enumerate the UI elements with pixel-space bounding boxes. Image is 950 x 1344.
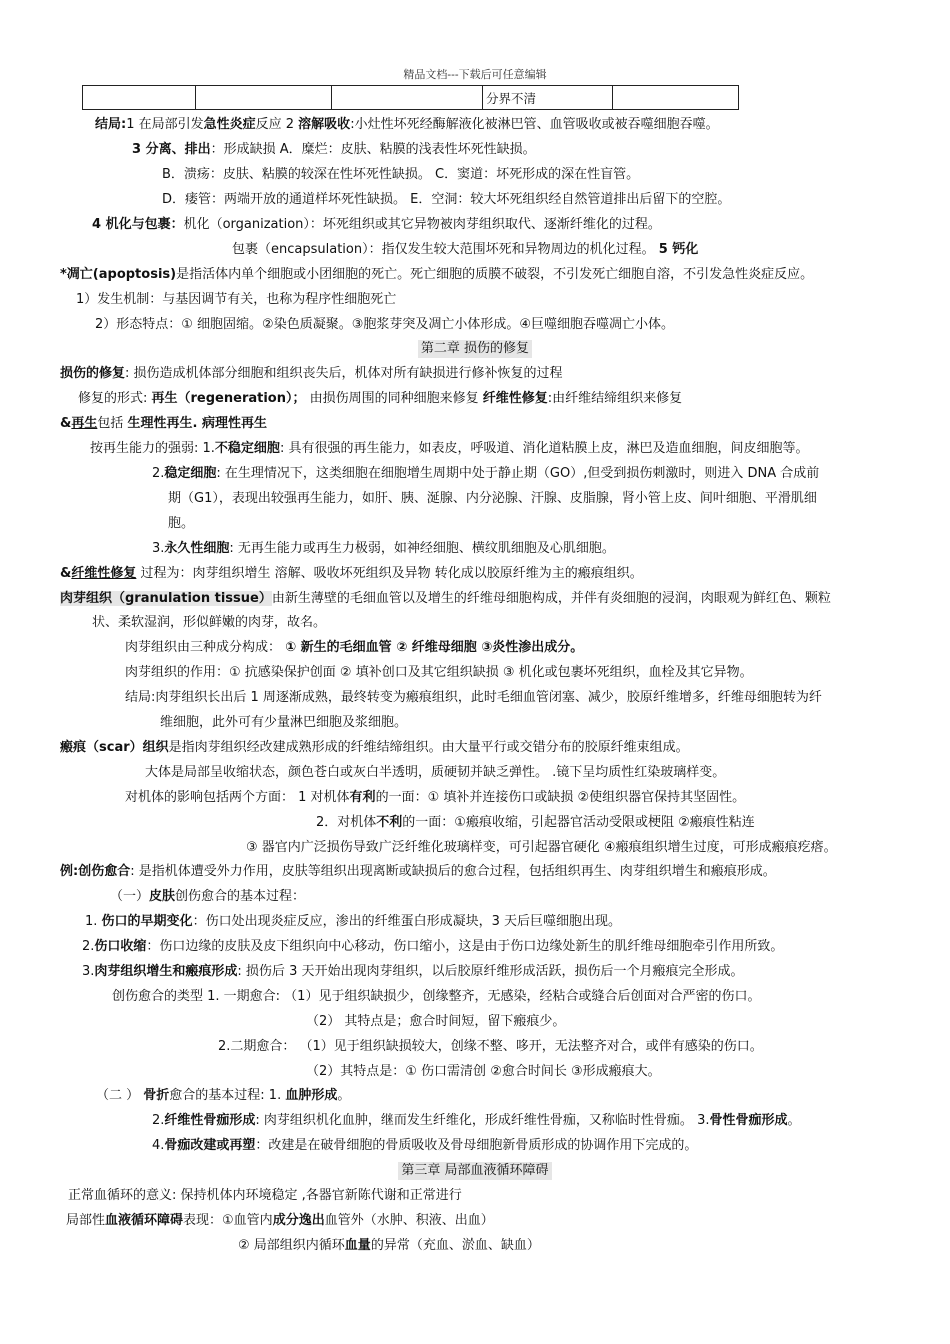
text-line: [92, 614, 326, 632]
table-cell: [613, 86, 739, 110]
text-run: 损伤的修复: [60, 366, 126, 381]
text-run: 表现：①血管内: [183, 1213, 273, 1228]
text-line: [125, 789, 745, 807]
text-run: 第二章 损伤的修复: [418, 340, 532, 358]
text-line: [125, 639, 583, 657]
text-run: 成分逸出: [272, 1213, 325, 1228]
text-run: ① 新生的毛细血管 ② 纤维母细胞 ③炎性渗出成分。: [285, 640, 584, 655]
text-run: &: [60, 416, 72, 431]
text-run: 4 机化与包裹：: [92, 217, 184, 232]
text-run: 有利: [349, 790, 376, 805]
text-run: 皮肤: [149, 889, 176, 904]
text-run: 是指肉芽组织经改建成熟形成的纤维结缔组织。由大量平行或交错分布的胶原纤维束组成。: [168, 740, 689, 755]
text-run: 期（G1），表现出较强再生能力，如肝、胰、涎腺、内分泌腺、汗腺、皮脂腺，肾小管上皮、间叶细胞、平滑肌细: [168, 491, 817, 506]
table-cell: [83, 86, 196, 110]
text-run: : 在生理情况下，这类细胞在细胞增生周期中处于静止期（GO）,但受到损伤刺激时，则进入 DNA 合成前: [216, 466, 820, 481]
text-run: 第三章 局部血液循环障碍: [398, 1162, 551, 1180]
text-run: 5 钙化: [658, 242, 699, 257]
text-run: 2.: [152, 1113, 165, 1128]
text-run: 血液循环障碍: [105, 1213, 184, 1228]
text-line: [246, 839, 837, 857]
text-run: ② 局部组织内循环: [238, 1238, 345, 1253]
text-run: 1）发生机制：与基因调节有关，也称为程序性细胞死亡: [76, 292, 397, 307]
text-run: 愈合的基本过程: 1.: [169, 1088, 286, 1103]
text-line: [145, 764, 725, 782]
top-table: [82, 85, 739, 110]
text-run: 2.二期愈合： （1）见于组织缺损较大，创缘不整、哆开，无法整齐对合，或伴有感染的伤口。: [218, 1039, 763, 1054]
text-run: 修复的形式:: [78, 391, 152, 406]
text-run: 胞。: [168, 516, 195, 531]
text-run: 3.: [82, 964, 95, 979]
text-run: 机化（organization）：坏死组织或其它异物被肉芽组织取代、逐渐纤维化的过程。: [183, 217, 661, 232]
text-run: :小灶性坏死经酶解液化被淋巴管、血管吸收或被吞噬细胞吞噬。: [350, 117, 719, 132]
text-run: 的一面：① 填补并连接伤口或缺损 ②使组织器官保持其坚固性。: [375, 790, 746, 805]
text-run: 再生（regeneration）；: [151, 391, 306, 406]
text-line: [238, 1237, 540, 1255]
text-run: 急性炎症: [203, 117, 256, 132]
text-run: 肉芽组织（granulation tissue）: [60, 591, 272, 606]
table-cell: 分界不清: [483, 86, 613, 110]
text-line: [82, 963, 743, 981]
text-line: [168, 490, 817, 508]
text-run: ③ 器官内广泛损伤导致广泛纤维化玻璃样变，可引起器官硬化 ④瘢痕组织增生过度，可形成瘢痕疙瘩。: [246, 840, 837, 855]
text-line: [60, 739, 689, 757]
text-run: 包括: [97, 416, 128, 431]
text-line: [78, 390, 682, 408]
text-run: 再生: [71, 416, 98, 431]
text-line: [96, 1087, 350, 1105]
text-run: （2）其特点是：① 伤口需清创 ②愈合时间长 ③形成瘢痕大。: [306, 1064, 661, 1079]
table-row: [83, 86, 739, 110]
text-run: 纤维性骨痂形成: [164, 1113, 256, 1128]
text-run: 溶解吸收: [298, 117, 351, 132]
text-run: 反应 2: [255, 117, 299, 132]
text-line: [152, 540, 615, 558]
table-cell: [196, 86, 332, 110]
text-run: 肉芽组织增生和瘢痕形成: [94, 964, 238, 979]
text-line: [95, 116, 719, 134]
text-run: 2）形态特点：① 细胞固缩。②染色质凝聚。③胞浆芽突及凋亡小体形成。④巨噬细胞吞噬凋亡小体。: [95, 317, 675, 332]
text-line: [306, 1063, 661, 1081]
text-run: : 是指机体遭受外力作用，皮肤等组织出现离断或缺损后的愈合过程，包括组织再生、肉芽组织增生和瘢痕形成。: [130, 864, 776, 879]
text-line: [162, 166, 639, 184]
text-run: 的异常（充血、淤血、缺血）: [370, 1238, 540, 1253]
text-line: [232, 241, 698, 259]
text-run: 是指活体内单个细胞或小团细胞的死亡。死亡细胞的质膜不破裂，不引发死亡细胞自溶，不引发急性炎症反应。: [176, 267, 814, 282]
text-run: : 肉芽组织机化血肿，继而发生纤维化，形成纤维性骨痂，又称临时性骨痂。 3.: [255, 1113, 710, 1128]
text-run: （一）: [110, 889, 150, 904]
text-line: [82, 938, 783, 956]
text-run: 纤维性修复: [71, 566, 137, 581]
text-run: 骨性骨痂形成: [709, 1113, 788, 1128]
text-run: 正常血循环的意义: 保持机体内环境稳定 ,各器官新陈代谢和正常进行: [68, 1188, 462, 1203]
text-run: : 具有很强的再生能力，如表皮，呼吸道、消化道粘膜上皮，淋巴及造血细胞，间皮细胞等。: [279, 441, 809, 456]
text-line: [152, 1112, 801, 1130]
text-run: 生理性再生. 病理性再生: [127, 416, 267, 431]
text-line: [316, 814, 755, 832]
text-run: 1 在局部引发: [126, 117, 204, 132]
text-run: 创伤愈合的类型 1. 一期愈合: （1）见于组织缺损少，创缘整齐，无感染，经粘合或缝合后创面对合严密的伤口。: [112, 989, 761, 1004]
text-run: 骨折: [143, 1088, 170, 1103]
text-run: 不稳定细胞: [214, 441, 280, 456]
text-line: [85, 913, 621, 931]
text-line: [76, 291, 396, 309]
text-run: 包裹（encapsulation）：指仅发生较大范围坏死和异物周边的机化过程。: [232, 242, 659, 257]
text-run: 永久性细胞: [164, 541, 230, 556]
text-run: 不利: [376, 815, 403, 830]
text-line: [60, 266, 813, 284]
text-run: （二 ）: [96, 1088, 144, 1103]
text-run: （2） 其特点是；愈合时间短，留下瘢痕少。: [306, 1014, 566, 1029]
text-line: [152, 1137, 697, 1155]
text-run: :由纤维结缔组织来修复: [547, 391, 683, 406]
text-run: ：伤口处出现炎症反应，渗出的纤维蛋白形成凝块，3 天后巨噬细胞出现。: [192, 914, 621, 929]
text-run: 肉芽组织由三种成分构成：: [125, 640, 286, 655]
text-run: : 损伤造成机体部分细胞和组织丧失后，机体对所有缺损进行修补恢复的过程: [125, 366, 563, 381]
text-run: 稳定细胞: [164, 466, 217, 481]
text-line: [60, 415, 267, 433]
text-run: 创伤愈合的基本过程：: [175, 889, 306, 904]
text-run: 维细胞，此外可有少量淋巴细胞及浆细胞。: [160, 715, 408, 730]
text-run: : 损伤后 3 天开始出现肉芽组织，以后胶原纤维形成活跃，损伤后一个月瘢痕完全形成。: [237, 964, 744, 979]
text-run: &: [60, 566, 72, 581]
text-line: [60, 863, 776, 881]
text-run: 由损伤周围的同种细胞来修复: [305, 391, 483, 406]
text-run: 过程为：肉芽组织增生 溶解、吸收坏死组织及异物 转化成以胶原纤维为主的瘢痕组织。: [136, 566, 643, 581]
text-line: [92, 216, 661, 234]
text-run: 肉芽组织的作用：① 抗感染保护创面 ② 填补创口及其它组织缺损 ③ 机化或包裹坏死组织，血栓及其它异物。: [125, 665, 753, 680]
table-cell: [332, 86, 483, 110]
text-run: 的一面：①瘢痕收缩，引起器官活动受限或梗阻 ②瘢痕性粘连: [402, 815, 755, 830]
text-line: [60, 590, 831, 608]
text-run: 血量: [344, 1238, 371, 1253]
text-run: 纤维性修复: [482, 391, 548, 406]
text-run: 。: [787, 1113, 801, 1128]
text-run: ：改建是在破骨细胞的骨质吸收及骨母细胞新骨质形成的协调作用下完成的。: [255, 1138, 698, 1153]
text-line: [160, 714, 407, 732]
text-run: 伤口的早期变化: [101, 914, 193, 929]
text-run: 瘢痕（scar）组织: [60, 740, 169, 755]
text-run: ：伤口边缘的皮肤及皮下组织向中心移动，伤口缩小，这是由于伤口边缘处新生的肌纤维母细胞牵引作用所致。: [146, 939, 784, 954]
text-run: 局部性: [66, 1213, 106, 1228]
text-run: 3 分离、排出: [132, 142, 211, 157]
text-line: [60, 565, 643, 583]
text-line: [66, 1212, 494, 1230]
text-run: 由新生薄壁的毛细血管以及增生的纤维母细胞构成，并伴有炎细胞的浸润，肉眼观为鲜红色、颗粒: [271, 591, 831, 606]
text-line: [125, 689, 822, 707]
text-run: ：形成缺损 A．糜烂：皮肤、粘膜的浅表性坏死性缺损。: [210, 142, 536, 157]
text-run: 结局:肉芽组织长出后 1 周逐渐成熟，最终转变为瘢痕组织，此时毛细血管闭塞、减少，胶原纤维增多，纤维母细胞转为纤: [125, 690, 822, 705]
page-header: 精品文档---下载后可任意编辑: [403, 68, 547, 81]
text-line: [68, 1187, 462, 1205]
text-run: 结局:: [95, 117, 127, 132]
text-run: 状、柔软湿润，形似鲜嫩的肉芽，故名。: [92, 615, 327, 630]
text-run: 对机体的影响包括两个方面： 1 对机体: [125, 790, 350, 805]
text-run: *凋亡(apoptosis): [60, 267, 177, 282]
text-line: [95, 316, 674, 334]
text-run: 4.: [152, 1138, 165, 1153]
text-run: 。: [337, 1088, 351, 1103]
text-run: 骨痂改建或再塑: [164, 1138, 256, 1153]
text-line: [306, 1013, 565, 1031]
text-run: 2．对机体: [316, 815, 377, 830]
text-run: 血管外（水肿、积液、出血）: [324, 1213, 494, 1228]
text-line: [162, 191, 730, 209]
text-line: [60, 365, 563, 383]
text-line: [218, 1038, 763, 1056]
text-line: [90, 440, 808, 458]
text-run: D．瘘管：两端开放的通道样坏死性缺损。 E．空洞：较大坏死组织经自然管道排出后留下的空腔。: [162, 192, 731, 207]
text-line: [125, 664, 753, 682]
text-run: 2.: [152, 466, 165, 481]
section-heading: [0, 1162, 950, 1180]
text-line: [132, 141, 536, 159]
text-line: [152, 465, 819, 483]
text-run: 按再生能力的强弱: 1.: [90, 441, 215, 456]
text-run: 血肿形成: [285, 1088, 338, 1103]
text-run: 3.: [152, 541, 165, 556]
text-run: 例:创伤愈合: [60, 864, 131, 879]
text-run: 大体是局部呈收缩状态，颜色苍白或灰白半透明，质硬韧并缺乏弹性。 .镜下呈均质性红染玻璃样变。: [145, 765, 726, 780]
text-run: 2.: [82, 939, 95, 954]
text-line: [112, 988, 760, 1006]
text-run: B．溃疡：皮肤、粘膜的较深在性坏死性缺损。 C．窦道：坏死形成的深在性盲管。: [162, 167, 640, 182]
text-line: [110, 888, 305, 906]
text-run: : 无再生能力或再生力极弱，如神经细胞、横纹肌细胞及心肌细胞。: [229, 541, 615, 556]
text-run: 伤口收缩: [94, 939, 147, 954]
text-run: 1.: [85, 914, 102, 929]
text-line: [168, 515, 194, 533]
section-heading: [0, 340, 950, 358]
